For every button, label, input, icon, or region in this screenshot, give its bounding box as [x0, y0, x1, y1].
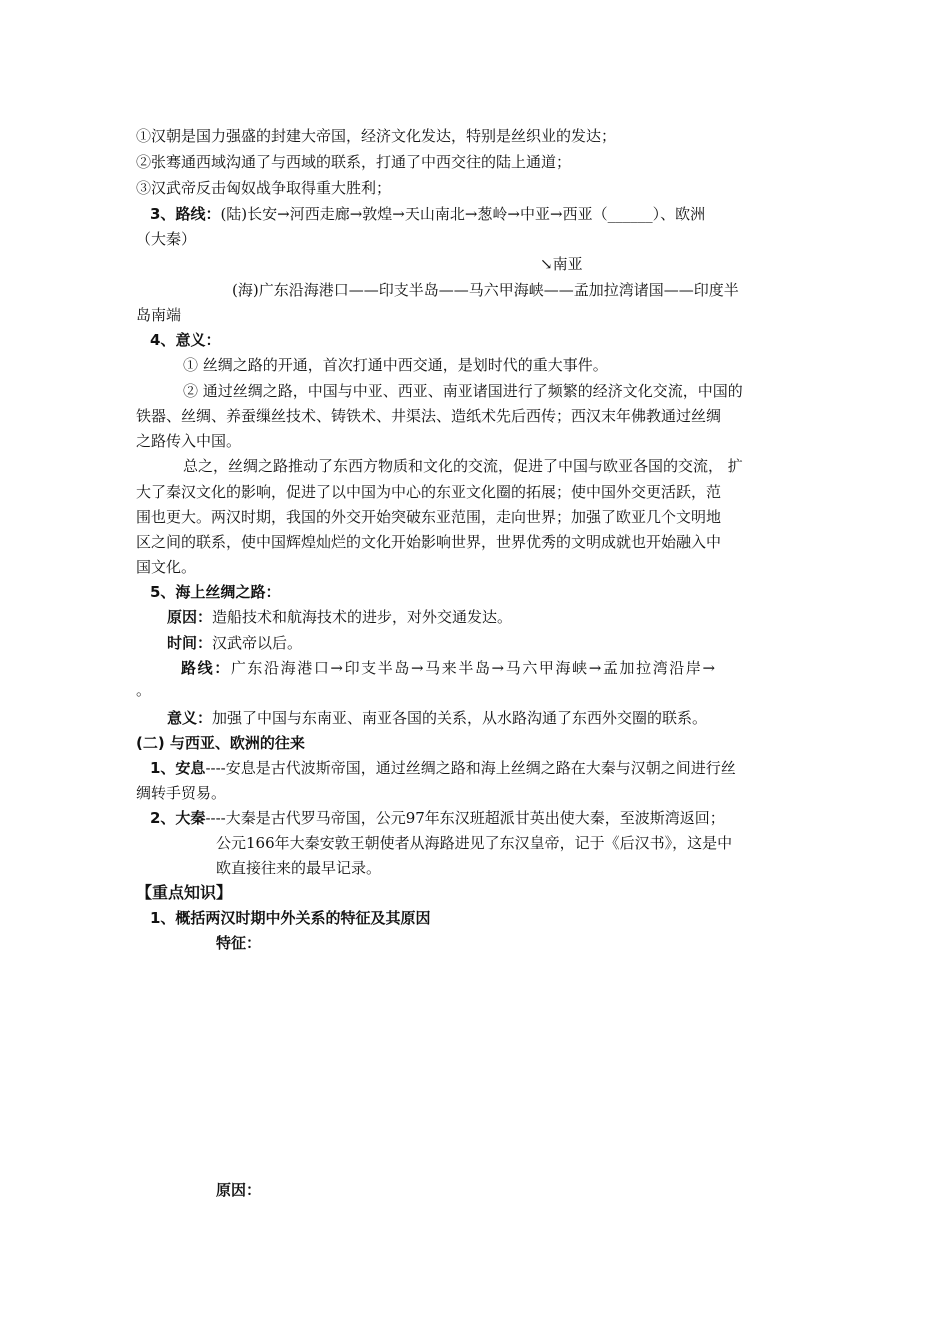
route-branch-south-asia: ↘南亚 [540, 255, 583, 273]
route-blank: ______ [607, 205, 653, 223]
background-item-3: ③汉武帝反击匈奴战争取得重大胜利； [136, 179, 392, 197]
parthia-line-end: 绸转手贸易。 [136, 784, 227, 802]
route-heading: 路线： [175, 205, 221, 223]
maritime-meaning-text: 加强了中国与东南亚、南亚各国的关系，从水路沟通了东西外交圈的联系。 [212, 709, 708, 727]
significance-point-2: ② 通过丝绸之路，中国与中亚、西亚、南亚诸国进行了频繁的经济文化交流，中国的 [183, 382, 743, 400]
maritime-time [167, 633, 302, 653]
maritime-time-text: 汉武帝以后。 [212, 634, 303, 652]
route-number: 3、 [150, 205, 176, 223]
maritime-cause-text: 造船技术和航海技术的进步，对外交通发达。 [212, 608, 513, 626]
route-sea-line-end: 岛南端 [136, 306, 182, 324]
background-item-2: ②张骞通西域沟通了与西域的联系，打通了中西交往的陆上通道； [136, 153, 572, 171]
reason-label: 原因： [216, 1181, 262, 1199]
summary-line-2: 大了秦汉文化的影响，促进了以中国为中心的东亚文化圈的拓展；使中国外交更活跃，范 [136, 483, 722, 501]
key-question: 1、概括两汉时期中外关系的特征及其原因 [150, 909, 431, 927]
maritime-route-label: 路线： [181, 659, 231, 677]
maritime-heading: 5、海上丝绸之路： [150, 583, 281, 601]
maritime-meaning [167, 708, 707, 728]
route-line-land [150, 204, 705, 224]
significance-heading [150, 330, 220, 350]
parthia-text: ----安息是古代波斯帝国，通过丝绸之路和海上丝绸之路在大秦与汉朝之间进行丝 [205, 759, 736, 777]
key-heading: 【重点知识】 [136, 883, 233, 902]
route-sea-line: (海)广东沿海港口——印支半岛——马六甲海峡——孟加拉湾诸国——印度半 [232, 281, 739, 299]
summary-line-3: 围也更大。两汉时期，我国的外交开始突破东亚范围，走向世界；加强了欧亚几个文明地 [136, 508, 722, 526]
rome-text: ----大秦是古代罗马帝国，公元97年东汉班超派甘英出使大秦，至波斯湾返回； [205, 809, 725, 827]
route-land-text: (陆)长安→河西走廊→敦煌→天山南北→葱岭→中亚→西亚（ [220, 205, 608, 223]
rome-line-2: 公元166年大秦安敦王朝使者从海路进见了东汉皇帝，记于《后汉书》，这是中 [216, 834, 733, 852]
maritime-route-text: 广东沿海港口→印支半岛→马来半岛→马六甲海峡→孟加拉湾沿岸→ [230, 659, 717, 677]
rome-line-3: 欧直接往来的最早记录。 [216, 859, 382, 877]
route-land-rome: （大秦） [136, 230, 197, 248]
parthia-label: 1、安息 [150, 759, 206, 777]
maritime-cause-label: 原因： [167, 608, 213, 626]
maritime-meaning-label: 意义： [167, 709, 213, 727]
significance-point-2-end: 之路传入中国。 [136, 432, 242, 450]
significance-point-2-cont: 铁器、丝绸、养蚕缫丝技术、铸铁术、井渠法、造纸术先后西传；西汉末年佛教通过丝绸 [136, 407, 722, 425]
significance-number: 4、 [150, 331, 176, 349]
significance-label: 意义： [175, 331, 221, 349]
maritime-cause [167, 607, 512, 627]
maritime-route [181, 658, 717, 678]
significance-point-1: ① 丝绸之路的开通，首次打通中西交通，是划时代的重大事件。 [183, 356, 608, 374]
summary-line-4: 区之间的联系，使中国辉煌灿烂的文化开始影响世界，世界优秀的文明成就也开始融入中 [136, 533, 722, 551]
background-item-1: ①汉朝是国力强盛的封建大帝国，经济文化发达，特别是丝织业的发达； [136, 127, 617, 145]
rome-label: 2、大秦 [150, 809, 206, 827]
maritime-time-label: 时间： [167, 634, 213, 652]
parthia-line [150, 758, 736, 778]
summary-line-5: 国文化。 [136, 558, 197, 576]
summary-line-1: 总之，丝绸之路推动了东西方物质和文化的交流，促进了中国与欧亚各国的交流， 扩 [183, 457, 743, 475]
feature-label: 特征： [216, 934, 262, 952]
route-land-text-end: ）、欧洲 [652, 205, 706, 223]
maritime-route-end: 。 [136, 681, 152, 699]
rome-line [150, 808, 725, 828]
west-heading: (二) 与西亚、欧洲的往来 [136, 734, 305, 752]
